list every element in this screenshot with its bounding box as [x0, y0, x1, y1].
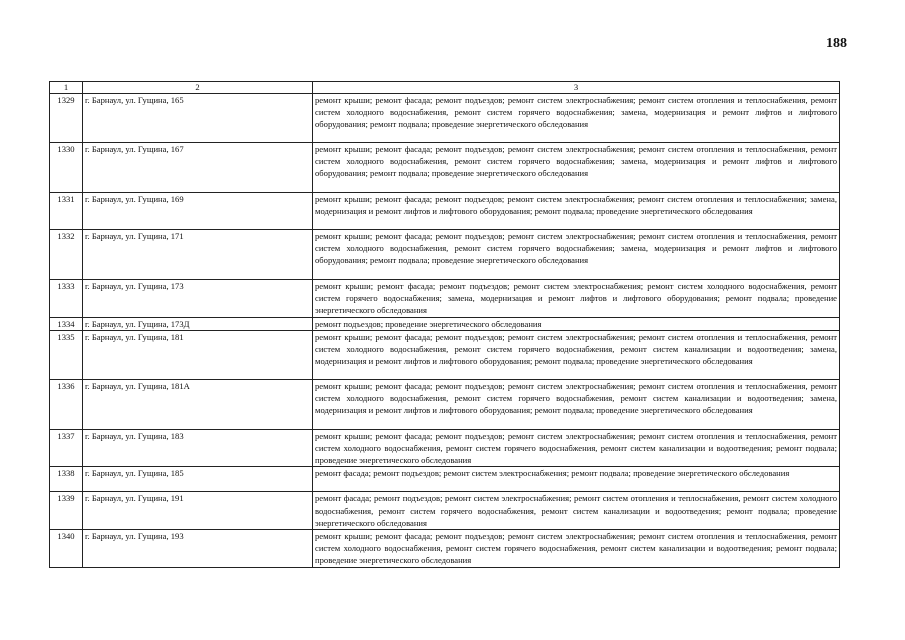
- row-works: ремонт фасада; ремонт подъездов; ремонт систем электроснабжения; ремонт систем отопления и теплоснабжения, ремонт систем холодного водоснабжения, ремонт систем горячего водоснабжения, ремонт систем канализации и водоотведения; ремонт подвала; проведение энергетического обследования: [313, 492, 840, 530]
- row-address: г. Барнаул, ул. Гущина, 173: [83, 280, 313, 318]
- row-address: г. Барнаул, ул. Гущина, 181: [83, 330, 313, 379]
- table-row: [50, 330, 840, 379]
- row-number: 1334: [50, 317, 83, 330]
- row-works: ремонт крыши; ремонт фасада; ремонт подъездов; ремонт систем электроснабжения; ремонт систем отопления и теплоснабжения, ремонт систем холодного водоснабжения, ремонт систем горячего водоснабжения, ремонт систем канализации и водоотведения; замена, модернизация и ремонт лифтов и лифтового оборудования; ремонт подвала; проведение энергетического обследования: [313, 330, 840, 379]
- row-works: ремонт крыши; ремонт фасада; ремонт подъездов; ремонт систем электроснабжения; ремонт систем отопления и теплоснабжения, ремонт систем холодного водоснабжения, ремонт систем горячего водоснабжения; замена, модернизация и ремонт лифтов и лифтового оборудования; ремонт подвала; проведение энергетического обследования: [313, 143, 840, 193]
- row-number: 1336: [50, 379, 83, 429]
- row-number: 1340: [50, 530, 83, 568]
- row-address: г. Барнаул, ул. Гущина, 169: [83, 193, 313, 230]
- row-works: ремонт крыши; ремонт фасада; ремонт подъездов; ремонт систем электроснабжения; ремонт систем отопления и теплоснабжения, ремонт систем холодного водоснабжения, ремонт систем горячего водоснабжения, ремонт систем канализации и водоотведения; ремонт подвала; проведение энергетического обследования: [313, 530, 840, 568]
- table-header-row: [50, 82, 840, 94]
- row-number: 1332: [50, 230, 83, 280]
- row-works: ремонт крыши; ремонт фасада; ремонт подъездов; ремонт систем электроснабжения; ремонт систем холодного водоснабжения, ремонт систем горячего водоснабжения; замена, модернизация и ремонт лифтов и лифтового оборудования; ремонт подвала; проведение энергетического обследования: [313, 280, 840, 318]
- table-row: [50, 280, 840, 318]
- table-row: [50, 143, 840, 193]
- row-address: г. Барнаул, ул. Гущина, 165: [83, 94, 313, 143]
- row-works: ремонт крыши; ремонт фасада; ремонт подъездов; ремонт систем электроснабжения; ремонт систем отопления и теплоснабжения, ремонт систем холодного водоснабжения, ремонт систем горячего водоснабжения, ремонт систем канализации и водоотведения; ремонт подвала; проведение энергетического обследования: [313, 429, 840, 467]
- column-header: 1: [50, 82, 83, 94]
- table-row: [50, 492, 840, 530]
- row-address: г. Барнаул, ул. Гущина, 173Д: [83, 317, 313, 330]
- row-number: 1329: [50, 94, 83, 143]
- table-row: [50, 317, 840, 330]
- table-row: [50, 467, 840, 492]
- row-address: г. Барнаул, ул. Гущина, 181А: [83, 379, 313, 429]
- row-works: ремонт крыши; ремонт фасада; ремонт подъездов; ремонт систем электроснабжения; ремонт систем отопления и теплоснабжения, ремонт систем холодного водоснабжения, ремонт систем горячего водоснабжения, ремонт систем канализации и водоотведения; замена, модернизация и ремонт лифтов и лифтового оборудования; ремонт подвала; проведение энергетического обследования: [313, 379, 840, 429]
- table-row: [50, 230, 840, 280]
- row-address: г. Барнаул, ул. Гущина, 191: [83, 492, 313, 530]
- row-works: ремонт фасада; ремонт подъездов; ремонт систем электроснабжения; ремонт подвала; проведение энергетического обследования: [313, 467, 840, 492]
- row-address: г. Барнаул, ул. Гущина, 167: [83, 143, 313, 193]
- column-header: 3: [313, 82, 840, 94]
- row-works: ремонт крыши; ремонт фасада; ремонт подъездов; ремонт систем электроснабжения; ремонт систем отопления и теплоснабжения; замена, модернизация и ремонт лифтов и лифтового оборудования; ремонт подвала; проведение энергетического обследования: [313, 193, 840, 230]
- row-address: г. Барнаул, ул. Гущина, 185: [83, 467, 313, 492]
- table-row: [50, 193, 840, 230]
- table-row: [50, 429, 840, 467]
- row-address: г. Барнаул, ул. Гущина, 193: [83, 530, 313, 568]
- row-number: 1339: [50, 492, 83, 530]
- row-works: ремонт крыши; ремонт фасада; ремонт подъездов; ремонт систем электроснабжения; ремонт систем отопления и теплоснабжения, ремонт систем холодного водоснабжения, ремонт систем горячего водоснабжения; замена, модернизация и ремонт лифтов и лифтового оборудования; ремонт подвала; проведение энергетического обследования: [313, 230, 840, 280]
- row-works: ремонт крыши; ремонт фасада; ремонт подъездов; ремонт систем электроснабжения; ремонт систем отопления и теплоснабжения, ремонт систем холодного водоснабжения, ремонт систем горячего водоснабжения; замена, модернизация и ремонт лифтов и лифтового оборудования; ремонт подвала; проведение энергетического обследования: [313, 94, 840, 143]
- row-number: 1335: [50, 330, 83, 379]
- table-row: [50, 379, 840, 429]
- row-number: 1330: [50, 143, 83, 193]
- page-number: 188: [826, 36, 847, 51]
- table-row: [50, 94, 840, 143]
- row-number: 1338: [50, 467, 83, 492]
- works-table: [49, 81, 840, 568]
- row-address: г. Барнаул, ул. Гущина, 183: [83, 429, 313, 467]
- row-works: ремонт подъездов; проведение энергетического обследования: [313, 317, 840, 330]
- row-address: г. Барнаул, ул. Гущина, 171: [83, 230, 313, 280]
- column-header: 2: [83, 82, 313, 94]
- row-number: 1331: [50, 193, 83, 230]
- row-number: 1337: [50, 429, 83, 467]
- row-number: 1333: [50, 280, 83, 318]
- table-row: [50, 530, 840, 568]
